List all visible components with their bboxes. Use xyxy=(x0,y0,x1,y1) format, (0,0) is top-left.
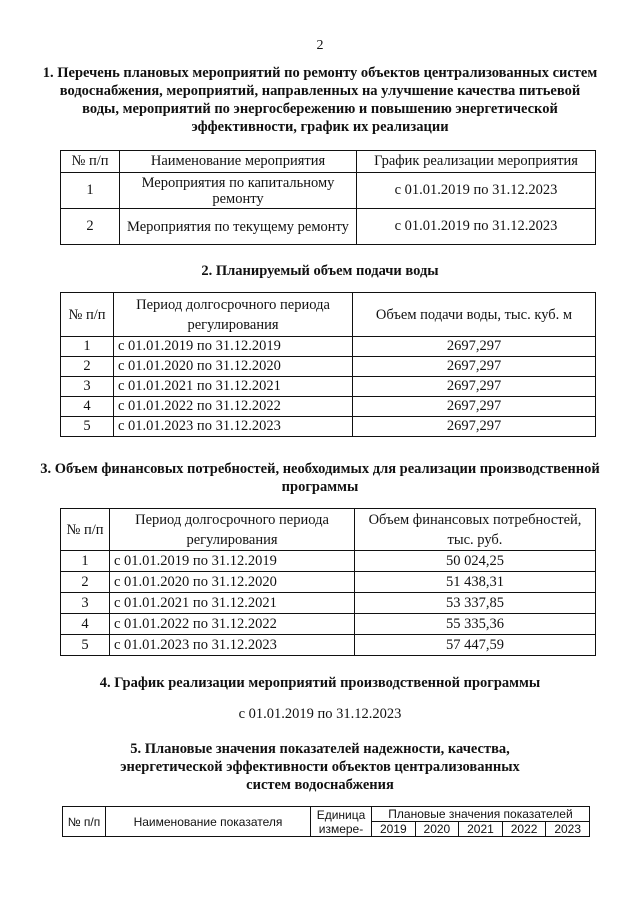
table-row xyxy=(61,635,596,656)
value-cell: 2697,297 xyxy=(353,417,596,437)
column-header: Наименование мероприятия xyxy=(120,151,357,173)
section3-table xyxy=(60,508,596,656)
value-cell: 2697,297 xyxy=(353,397,596,417)
year-header: 2022 xyxy=(502,822,546,837)
measure-schedule: с 01.01.2019 по 31.12.2023 xyxy=(357,209,596,245)
value-cell: 55 335,36 xyxy=(355,614,596,635)
table-row xyxy=(61,593,596,614)
table-header-row xyxy=(61,293,596,337)
table-row xyxy=(61,173,596,209)
table-header-row xyxy=(61,509,596,551)
value-cell: 53 337,85 xyxy=(355,593,596,614)
column-header: Период долгосрочного периода регулирования xyxy=(114,293,353,337)
table-header-row xyxy=(63,807,590,822)
year-header: 2021 xyxy=(459,822,503,837)
column-header: Наименование показателя xyxy=(106,807,311,837)
period-cell: с 01.01.2021 по 31.12.2021 xyxy=(114,377,353,397)
section2-title: 2. Планируемый объем подачи воды xyxy=(201,263,439,279)
section5-table xyxy=(62,806,590,837)
value-cell: 57 447,59 xyxy=(355,635,596,656)
table-row xyxy=(61,614,596,635)
table-row xyxy=(61,397,596,417)
column-header: № п/п xyxy=(61,293,114,337)
table-row xyxy=(61,377,596,397)
row-number: 2 xyxy=(61,357,114,377)
table-row xyxy=(61,337,596,357)
period-cell: с 01.01.2023 по 31.12.2023 xyxy=(110,635,355,656)
period-cell: с 01.01.2022 по 31.12.2022 xyxy=(114,397,353,417)
table-row xyxy=(61,357,596,377)
column-header: Период долгосрочного периода регулирования xyxy=(110,509,355,551)
period-cell: с 01.01.2023 по 31.12.2023 xyxy=(114,417,353,437)
row-number: 4 xyxy=(61,614,110,635)
value-cell: 51 438,31 xyxy=(355,572,596,593)
section1-title: 1. Перечень плановых мероприятий по ремонту объектов централизованных систем водоснабжения, мероприятий, направленных на улучшение качества питьевой воды, мероприятий по энергосбережению и повышению энергетической эффективности, график их реализации xyxy=(42,65,598,135)
period-cell: с 01.01.2021 по 31.12.2021 xyxy=(110,593,355,614)
table-row xyxy=(61,572,596,593)
row-number: 3 xyxy=(61,377,114,397)
row-number: 2 xyxy=(61,572,110,593)
measure-name: Мероприятия по текущему ремонту xyxy=(120,209,357,245)
table-row xyxy=(61,417,596,437)
section1-table xyxy=(60,150,596,245)
table-header-row xyxy=(61,151,596,173)
value-cell: 50 024,25 xyxy=(355,551,596,572)
column-header: График реализации мероприятия xyxy=(357,151,596,173)
section4-period: с 01.01.2019 по 31.12.2023 xyxy=(238,706,402,722)
row-number: 5 xyxy=(61,417,114,437)
measure-schedule: с 01.01.2019 по 31.12.2023 xyxy=(357,173,596,209)
row-number: 1 xyxy=(61,337,114,357)
column-header: Плановые значения показателей xyxy=(372,807,590,822)
table-row xyxy=(61,209,596,245)
section5-title: 5. Плановые значения показателей надежности, качества, энергетической эффективности объектов централизованных систем водоснабжения xyxy=(120,741,520,793)
table-row xyxy=(61,551,596,572)
column-header: Объем финансовых потребностей, тыс. руб. xyxy=(355,509,596,551)
measure-name: Мероприятия по капитальному ремонту xyxy=(120,173,357,209)
row-number: 2 xyxy=(61,209,120,245)
year-header: 2019 xyxy=(372,822,416,837)
column-header: № п/п xyxy=(61,509,110,551)
column-header: № п/п xyxy=(63,807,106,837)
column-header: Объем подачи воды, тыс. куб. м xyxy=(353,293,596,337)
row-number: 4 xyxy=(61,397,114,417)
period-cell: с 01.01.2022 по 31.12.2022 xyxy=(110,614,355,635)
row-number: 5 xyxy=(61,635,110,656)
period-cell: с 01.01.2019 по 31.12.2019 xyxy=(114,337,353,357)
row-number: 3 xyxy=(61,593,110,614)
value-cell: 2697,297 xyxy=(353,337,596,357)
row-number: 1 xyxy=(61,551,110,572)
value-cell: 2697,297 xyxy=(353,377,596,397)
period-cell: с 01.01.2020 по 31.12.2020 xyxy=(114,357,353,377)
page-number: 2 xyxy=(316,38,324,53)
year-header: 2020 xyxy=(415,822,459,837)
row-number: 1 xyxy=(61,173,120,209)
period-cell: с 01.01.2019 по 31.12.2019 xyxy=(110,551,355,572)
year-header: 2023 xyxy=(546,822,590,837)
value-cell: 2697,297 xyxy=(353,357,596,377)
section2-table xyxy=(60,292,596,437)
period-cell: с 01.01.2020 по 31.12.2020 xyxy=(110,572,355,593)
column-header: № п/п xyxy=(61,151,120,173)
column-header: Единица измере- xyxy=(311,807,372,837)
section4-title: 4. График реализации мероприятий производственной программы xyxy=(99,675,541,691)
section3-title: 3. Объем финансовых потребностей, необходимых для реализации производственной программы xyxy=(40,461,600,495)
